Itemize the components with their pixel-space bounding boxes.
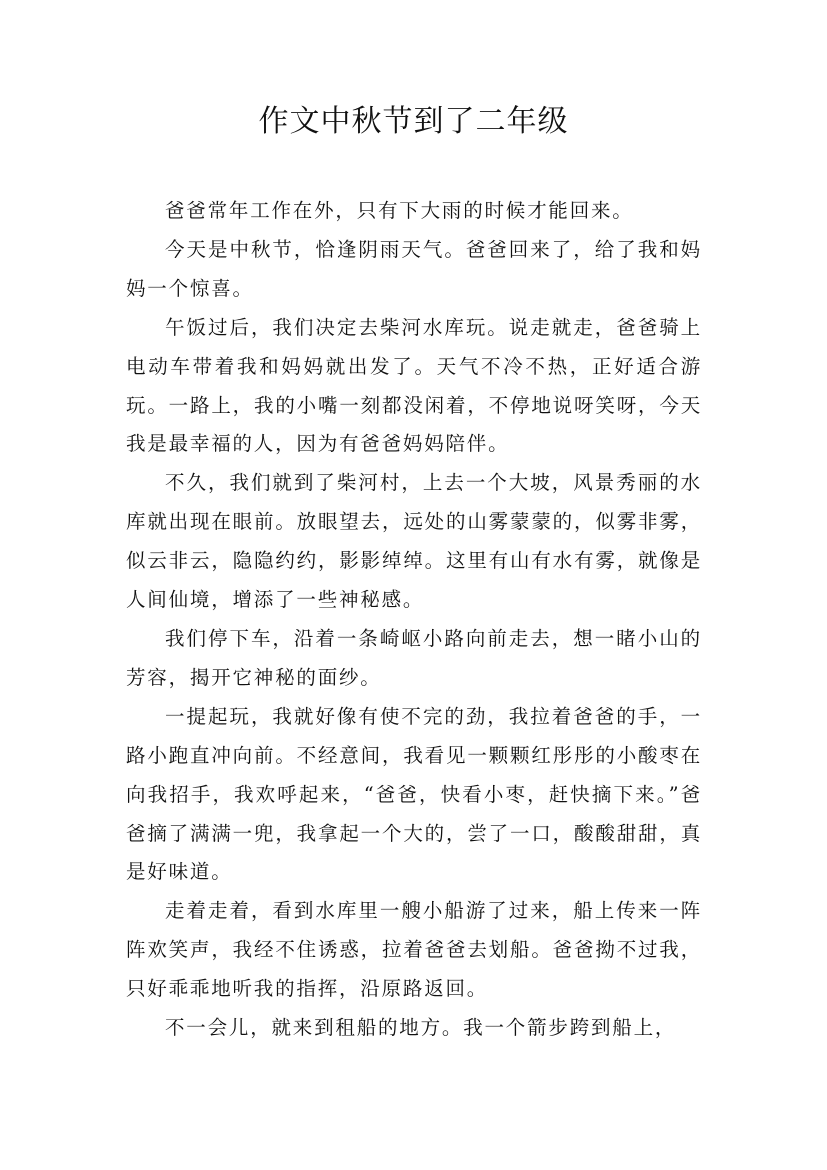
paragraph: 不久，我们就到了柴河村，上去一个大坡，风景秀丽的水库就出现在眼前。放眼望去，远处的山雾蒙蒙的，似雾非雾，似云非云，隐隐约约，影影绰绰。这里有山有水有雾，就像是人间仙境，增添了一些神秘感。 <box>126 471 702 612</box>
paragraph: 我们停下车，沿着一条崎岖小路向前走去，想一睹小山的芳容，揭开它神秘的面纱。 <box>126 626 702 689</box>
paragraph: 一提起玩，我就好像有使不完的劲，我拉着爸爸的手，一路小跑直冲向前。不经意间，我看见一颗颗红彤彤的小酸枣在向我招手，我欢呼起来，“爸爸，快看小枣，赶快摘下来。”爸爸摘了满满一兜，我拿起一个大的，尝了一口，酸酸甜甜，真是好味道。 <box>126 704 702 884</box>
paragraph: 爸爸常年工作在外，只有下大雨的时候才能回来。 <box>165 199 634 222</box>
paragraph: 走着走着，看到水库里一艘小船游了过来，船上传来一阵阵欢笑声，我经不住诱惑，拉着爸爸去划船。爸爸拗不过我，只好乖乖地听我的指挥，沿原路返回。 <box>126 899 702 1001</box>
document-body <box>126 192 702 1048</box>
paragraph: 午饭过后，我们决定去柴河水库玩。说走就走，爸爸骑上电动车带着我和妈妈就出发了。天气不冷不热，正好适合游玩。一路上，我的小嘴一刻都没闲着，不停地说呀笑呀，今天我是最幸福的人，因为有爸爸妈妈陪伴。 <box>126 315 702 456</box>
paragraph: 今天是中秋节，恰逢阴雨天气。爸爸回来了，给了我和妈妈一个惊喜。 <box>126 237 702 300</box>
paragraph: 不一会儿，就来到租船的地方。我一个箭步跨到船上， <box>165 1016 677 1040</box>
document-title: 作文中秋节到了二年级 <box>258 104 569 139</box>
